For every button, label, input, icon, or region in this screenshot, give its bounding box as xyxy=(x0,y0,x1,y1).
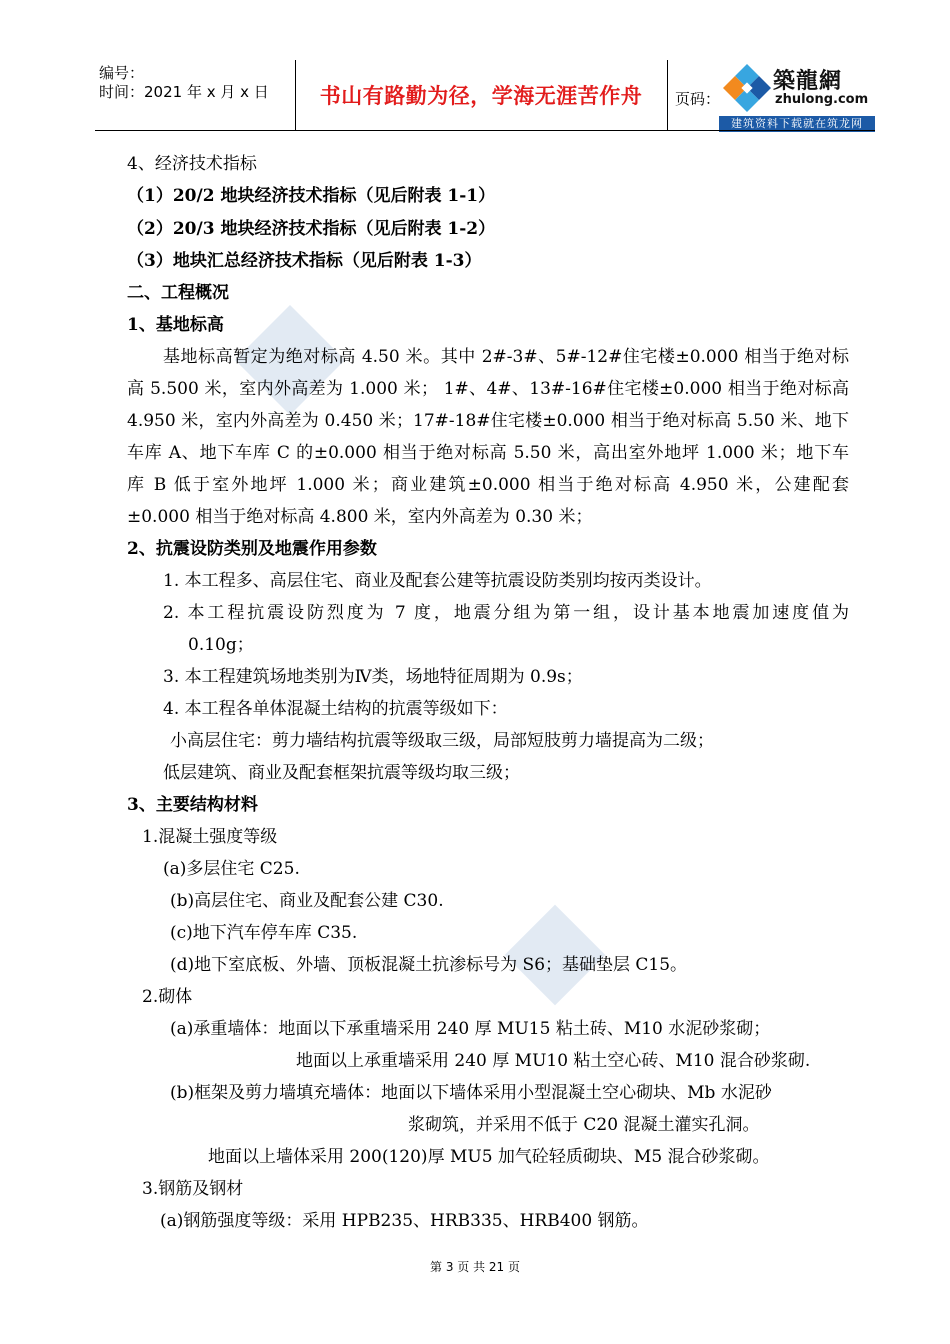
sub-item: （2）20/3 地块经济技术指标（见后附表 1-2） xyxy=(127,219,496,239)
list-item: 3.钢筋及钢材 xyxy=(142,1179,244,1199)
list-item: 0.10g； xyxy=(188,635,254,655)
section-heading: 1、基地标高 xyxy=(127,315,224,335)
paragraph-line: ±0.000 相当于绝对标高 4.800 米，室内外高差为 0.30 米； xyxy=(127,507,593,527)
header-page-label: 页码： xyxy=(675,90,721,108)
paragraph-line: 4.950 米，室内外高差为 0.450 米；17#-18#住宅楼±0.000 相当于绝对标高 5.50 米、地下 xyxy=(127,411,849,431)
page-header xyxy=(95,60,875,132)
list-item: 1. 本工程多、高层住宅、商业及配套公建等抗震设防类别均按丙类设计。 xyxy=(163,571,712,591)
header-rule xyxy=(95,130,875,131)
list-item: (b)高层住宅、商业及配套公建 C30. xyxy=(170,891,444,911)
list-item: (b)框架及剪力墙填充墙体：地面以下墙体采用小型混凝土空心砌块、Mb 水泥砂 xyxy=(170,1083,772,1103)
section-heading: 2、抗震设防类别及地震作用参数 xyxy=(127,539,377,559)
list-item: 2.砌体 xyxy=(142,987,193,1007)
header-divider xyxy=(667,60,668,130)
list-item: (a)承重墙体：地面以下承重墙采用 240 厚 MU15 粘土砖、M10 水泥砂浆砌； xyxy=(170,1019,771,1039)
sub-item: （3）地块汇总经济技术指标（见后附表 1-3） xyxy=(127,251,482,271)
section-heading: 3、主要结构材料 xyxy=(127,795,258,815)
list-item: 3. 本工程建筑场地类别为Ⅳ类，场地特征周期为 0.9s； xyxy=(163,667,583,687)
paragraph-line: 浆砌筑，并采用不低于 C20 混凝土灌实孔洞。 xyxy=(408,1115,760,1135)
list-item: (c)地下汽车停车库 C35. xyxy=(170,923,358,943)
list-item: 2. 本工程抗震设防烈度为 7 度，地震分组为第一组，设计基本地震加速度值为 xyxy=(163,603,849,623)
paragraph-line: 小高层住宅：剪力墙结构抗震等级取三级，局部短肢剪力墙提高为二级； xyxy=(170,731,714,751)
zhulong-logo-icon xyxy=(721,62,773,114)
header-time: 时间：2021 年 x 月 x 日 xyxy=(99,83,269,101)
paragraph-line: 地面以上承重墙采用 240 厚 MU10 粘土空心砖、M10 混合砂浆砌. xyxy=(296,1051,811,1071)
header-meta xyxy=(99,64,269,102)
sub-item: （1）20/2 地块经济技术指标（见后附表 1-1） xyxy=(127,186,496,206)
page-footer: 第 3 页 共 21 页 xyxy=(430,1260,520,1274)
paragraph-line: 高 5.500 米，室内外高差为 1.000 米； 1#、4#、13#-16#住宅楼±0.000 相当于绝对标高 xyxy=(127,379,849,399)
zhulong-logo xyxy=(719,60,875,134)
list-item: (a)多层住宅 C25. xyxy=(163,859,300,879)
header-motto: 书山有路勤为径，学海无涯苦作舟 xyxy=(319,84,643,108)
chapter-heading: 二、工程概况 xyxy=(127,283,229,303)
section-heading: 4、经济技术指标 xyxy=(127,154,257,174)
logo-url: zhulong.com xyxy=(775,92,869,107)
logo-name: 築龍網 xyxy=(773,68,843,94)
header-number: 编号： xyxy=(99,64,145,82)
list-item: (a)钢筋强度等级：采用 HPB235、HRB335、HRB400 钢筋。 xyxy=(160,1211,649,1231)
paragraph-line: 地面以上墙体采用 200(120)厚 MU5 加气砼轻质砌块、M5 混合砂浆砌。 xyxy=(208,1147,770,1167)
paragraph-line: 低层建筑、商业及配套框架抗震等级均取三级； xyxy=(163,763,520,783)
list-item: 4. 本工程各单体混凝土结构的抗震等级如下： xyxy=(163,699,508,719)
paragraph-line: 库 B 低于室外地坪 1.000 米；商业建筑±0.000 相当于绝对标高 4.950 米，公建配套 xyxy=(127,475,849,495)
list-item: (d)地下室底板、外墙、顶板混凝土抗渗标号为 S6；基础垫层 C15。 xyxy=(170,955,688,975)
paragraph-line: 基地标高暂定为绝对标高 4.50 米。其中 2#-3#、5#-12#住宅楼±0.000 相当于绝对标 xyxy=(163,347,849,367)
list-item: 1.混凝土强度等级 xyxy=(142,827,278,847)
logo-slogan: 建筑资料下载就在筑龙网 xyxy=(719,116,875,132)
paragraph-line: 车库 A、地下车库 C 的±0.000 相当于绝对标高 5.50 米，高出室外地坪 1.000 米；地下车 xyxy=(127,443,849,463)
